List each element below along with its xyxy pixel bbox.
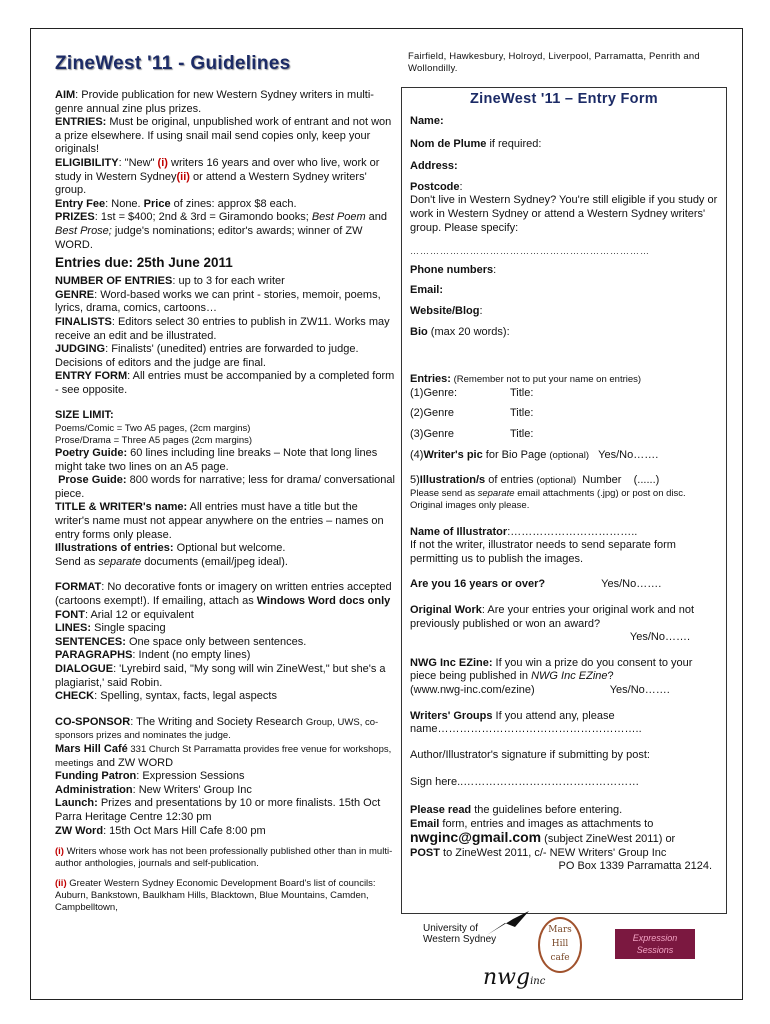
finalists-text: : Editors select 30 entries to publish in ZW11. Works may receive an edit and be illustrated. bbox=[55, 315, 390, 342]
illustrations-form-label: Illustration/s bbox=[419, 474, 486, 487]
guidelines-page bbox=[30, 28, 743, 1000]
illustrations-optional: (optional) bbox=[536, 475, 577, 487]
website-label: Website/Blog bbox=[410, 304, 480, 317]
judging-paragraph bbox=[55, 343, 395, 370]
email-address-link[interactable]: nwginc@gmail.com bbox=[410, 829, 542, 846]
spacer bbox=[55, 569, 395, 581]
spacer bbox=[55, 838, 395, 846]
format-paragraph bbox=[55, 581, 395, 608]
zwword-text: : 15th Oct Mars Hill Cafe 8:00 pm bbox=[103, 824, 266, 837]
councils-continuation: Fairfield, Hawkesbury, Holroyd, Liverpool, Parramatta, Penrith and Wollondilly. bbox=[408, 51, 700, 74]
writers-groups-row[interactable] bbox=[410, 710, 718, 737]
footnote-i-marker: (i) bbox=[55, 846, 64, 858]
genre-label: GENRE bbox=[55, 288, 95, 301]
spacer bbox=[410, 698, 718, 710]
spacer bbox=[410, 592, 718, 604]
spacer bbox=[55, 870, 395, 878]
fee-label: Entry Fee bbox=[55, 197, 106, 210]
genre-3-label: (3)Genre bbox=[410, 427, 455, 440]
address-field[interactable]: Address: bbox=[410, 160, 458, 173]
illustrations-number-label: Number bbox=[582, 474, 622, 487]
postcode-label: Postcode bbox=[410, 180, 460, 193]
uws-logo bbox=[423, 923, 496, 945]
email-field[interactable]: Email: bbox=[410, 284, 444, 297]
note-i-marker: (i) bbox=[157, 156, 168, 169]
genre-2-label: (2)Genre bbox=[410, 407, 455, 420]
format-text: : No decorative fonts or imagery on written entries accepted (cartoons exempt!). If emailing, attach as bbox=[55, 581, 392, 607]
original-work-text: : Are your entries your original work and not previously published or won an award? bbox=[410, 604, 695, 630]
po-box: PO Box 1339 Parramatta 2124. bbox=[558, 860, 712, 873]
lines-text: Single spacing bbox=[91, 622, 166, 635]
post-text: to ZineWest 2011, c/- NEW Writers' Group Inc bbox=[439, 846, 667, 859]
ezine-url: (www.nwg-inc.com/ezine) bbox=[410, 684, 535, 697]
poetry-label: Poetry Guide: bbox=[55, 447, 128, 460]
entries-text: Must be original, unpublished work of entrant and not won a prize elsewhere. If using snail mail send copies only, keep your originals! bbox=[55, 116, 392, 156]
read-guidelines bbox=[410, 804, 718, 818]
nom-text: if required: bbox=[486, 137, 542, 150]
prizes-paragraph bbox=[55, 211, 395, 252]
eligibility-label: ELIGIBILITY bbox=[55, 156, 119, 169]
paragraphs-label: PARAGRAPHS bbox=[55, 649, 133, 662]
nom-de-plume-field[interactable] bbox=[410, 138, 718, 152]
writer-pic-label: Writer's pic bbox=[423, 448, 483, 461]
font-label: FONT bbox=[55, 608, 85, 621]
font-paragraph bbox=[55, 609, 395, 623]
spacer bbox=[410, 129, 718, 138]
prose-label: Prose Guide: bbox=[58, 474, 127, 487]
number-label: NUMBER OF ENTRIES bbox=[55, 275, 173, 288]
expression-sessions-logo bbox=[615, 929, 695, 959]
read-text: the guidelines before entering. bbox=[471, 804, 623, 816]
cosponsor-paragraph bbox=[55, 716, 395, 743]
nom-label: Nom de Plume bbox=[410, 137, 487, 150]
writers-groups-text: If you attend any, please name……………………………………………….. bbox=[410, 709, 642, 736]
genre-paragraph bbox=[55, 289, 395, 316]
prizes-text: : 1st = $400; 2nd & 3rd = Giramondo books; bbox=[94, 211, 312, 224]
title-3-label: Title: bbox=[510, 427, 534, 440]
title-writer-label: TITLE & WRITER's name: bbox=[55, 501, 188, 514]
illustrations-send-note bbox=[410, 488, 718, 512]
spacer bbox=[410, 737, 718, 749]
spacer bbox=[410, 151, 718, 160]
check-text: : Spelling, syntax, facts, legal aspects bbox=[94, 690, 277, 703]
illustrator-label: Name of Illustrator bbox=[410, 525, 508, 538]
check-paragraph bbox=[55, 690, 395, 704]
entry-form-paragraph bbox=[55, 370, 395, 397]
prose-text: 800 words for narrative; less for drama/ conversational piece. bbox=[55, 474, 395, 500]
uws-line: Western Sydney bbox=[423, 934, 497, 945]
aim-label: AIM bbox=[55, 89, 76, 101]
ezine-yesno[interactable]: Yes/No……. bbox=[609, 684, 670, 697]
bio-text: (max 20 words): bbox=[427, 325, 510, 338]
patron-text: : Expression Sessions bbox=[136, 770, 245, 783]
send-paragraph bbox=[55, 556, 395, 570]
nwg-logo bbox=[483, 967, 545, 993]
writer-pic-row[interactable] bbox=[410, 449, 718, 463]
launch-paragraph bbox=[55, 797, 395, 824]
ezine-text: If you win a prize do you consent to your piece being published in bbox=[410, 656, 693, 683]
illustrations-paragraph bbox=[55, 542, 395, 556]
fee-text: : None. bbox=[105, 197, 144, 210]
spacer bbox=[410, 339, 718, 373]
cosponsor-label: CO-SPONSOR bbox=[55, 715, 131, 728]
spacer bbox=[410, 645, 718, 657]
format-label: FORMAT bbox=[55, 581, 102, 594]
dialogue-paragraph bbox=[55, 663, 395, 690]
postcode-field[interactable] bbox=[410, 181, 718, 195]
judging-text: : Finalists' (unedited) entries are forwarded to judge. Decisions of editors and the judge are final. bbox=[55, 343, 359, 369]
price-text: of zines: approx $8 each. bbox=[170, 197, 297, 210]
entry-row-3[interactable] bbox=[410, 428, 718, 442]
entries-note: (Remember not to put your name on entries) bbox=[450, 374, 642, 386]
entries-due: Entries due: 25th June 2011 bbox=[55, 255, 233, 271]
number-text: : up to 3 for each writer bbox=[172, 275, 285, 288]
email-instr-text: form, entries and images as attachments to bbox=[439, 817, 654, 830]
mars-logo-line: Hill bbox=[551, 939, 569, 949]
signature-text: Author/Illustrator's signature if submitting by post: bbox=[410, 748, 650, 761]
lines-label: LINES: bbox=[55, 622, 92, 635]
admin-label: Administration bbox=[55, 783, 133, 796]
zwword-paragraph bbox=[55, 825, 395, 839]
size-prose: Prose/Drama = Three A5 pages (2cm margins) bbox=[55, 435, 253, 447]
size-poems: Poems/Comic = Two A5 pages, (2cm margins) bbox=[55, 423, 251, 435]
lines-paragraph bbox=[55, 622, 395, 636]
spacer bbox=[410, 442, 718, 449]
entry-row-2[interactable] bbox=[410, 407, 718, 421]
entry-form-text: : All entries must be accompanied by a completed form - see opposite. bbox=[55, 370, 395, 396]
prose-paragraph bbox=[55, 474, 395, 501]
illustrations-send-text: email attachments (.jpg) or post on disc. Original images only please. bbox=[410, 487, 686, 511]
size-limit-label: SIZE LIMIT: bbox=[55, 409, 114, 422]
phone-field[interactable] bbox=[410, 264, 718, 278]
title-writer-paragraph bbox=[55, 501, 395, 542]
launch-text: Prizes and presentations by 10 or more finalists. 15th Oct Parra Heritage Centre 12:30 pm bbox=[55, 797, 381, 823]
genre-text: : Word-based works we can print - stories, memoir, poems, lyrics, drama, comics, cartoons… bbox=[55, 288, 381, 315]
entry-form-title: ZineWest '11 – Entry Form bbox=[470, 91, 658, 107]
check-label: CHECK bbox=[55, 690, 95, 703]
website-field[interactable] bbox=[410, 305, 718, 319]
paragraphs-text: : Indent (no empty lines) bbox=[132, 649, 251, 662]
aim-paragraph bbox=[55, 89, 395, 116]
genre-1-label: (1)Genre: bbox=[410, 386, 458, 399]
nwg-logo-text: nwg bbox=[483, 965, 531, 990]
illustrations-number: 5) bbox=[410, 474, 420, 487]
title-writer-text: All entries must have a title but the writer's name must not appear anywhere on the entries – names on entry forms only please. bbox=[55, 501, 384, 541]
spacer bbox=[410, 421, 718, 428]
age-label: Are you 16 years or over? bbox=[410, 578, 546, 591]
age-row[interactable] bbox=[410, 578, 718, 592]
post-instructions bbox=[410, 847, 718, 861]
mars-small: 331 Church St Parramatta provides free venue for workshops, meetings bbox=[55, 743, 392, 769]
writer-pic-yesno: Yes/No……. bbox=[598, 448, 659, 461]
format-bold: Windows Word docs only bbox=[256, 595, 391, 607]
ezine-url-row bbox=[410, 684, 718, 698]
spacer bbox=[55, 397, 395, 409]
finalists-paragraph bbox=[55, 316, 395, 343]
non-western-sydney-text: Don't live in Western Sydney? You're still eligible if you study or work in Western Sydney or attend a Western Sydney writers' group. Please specify: bbox=[410, 194, 718, 234]
mars-logo-line: cafe bbox=[550, 953, 570, 963]
prizes-label: PRIZES bbox=[55, 211, 95, 224]
price-label: Price bbox=[143, 197, 171, 210]
admin-paragraph bbox=[55, 784, 395, 798]
number-paragraph bbox=[55, 275, 395, 289]
ezine-italic: NWG Inc EZine bbox=[531, 670, 608, 683]
illustrations-text: Optional but welcome. bbox=[173, 542, 286, 555]
entry-form-label: ENTRY FORM bbox=[55, 370, 128, 383]
patron-label: Funding Patron bbox=[55, 770, 137, 783]
illustrations-count: (......) bbox=[633, 474, 660, 487]
spacer bbox=[410, 298, 718, 305]
bio-label: Bio bbox=[410, 325, 428, 338]
uws-line: University of bbox=[423, 923, 479, 934]
read-label: Please read bbox=[410, 804, 472, 816]
illustrations-row[interactable] bbox=[410, 474, 718, 488]
email-subject: (subject ZineWest 2011) or bbox=[541, 833, 676, 846]
footnote-i bbox=[55, 846, 395, 870]
entry-form bbox=[401, 87, 727, 914]
exp-logo-line: Sessions bbox=[636, 945, 674, 955]
entries-heading bbox=[410, 373, 718, 387]
spacer bbox=[410, 566, 718, 578]
age-yesno: Yes/No……. bbox=[601, 578, 662, 591]
illustrations-send-italic: separate bbox=[477, 487, 515, 499]
note-ii-marker: (ii) bbox=[176, 170, 190, 183]
mars-paragraph bbox=[55, 743, 395, 770]
specify-dots[interactable]: ……………………………………………………………… bbox=[410, 246, 650, 257]
page-title: ZineWest '11 - Guidelines bbox=[55, 53, 291, 74]
writer-pic-number: (4) bbox=[410, 448, 424, 461]
spacer bbox=[410, 235, 718, 245]
aim-text: : Provide publication for new Western Sydney writers in multi-genre annual zine plus prizes. bbox=[55, 89, 374, 115]
illustrator-dots: :…………………………….. bbox=[507, 525, 638, 538]
website-colon: : bbox=[479, 304, 483, 317]
send-text: documents (email/jpeg ideal). bbox=[141, 555, 288, 568]
guidelines-column bbox=[55, 53, 395, 914]
ezine-text: ? bbox=[607, 670, 614, 683]
illustrator-text: If not the writer, illustrator needs to send separate form permitting us to publish the images. bbox=[410, 539, 676, 565]
eligibility-text: or attend a Western Sydney writers' group. bbox=[55, 170, 367, 197]
footnote-ii-text: Greater Western Sydney Economic Development Board's list of councils: Auburn, Bankstown, Baulkham Hills, Blacktown, Blue Mountains, Camden, Campbelltown, bbox=[55, 878, 376, 914]
patron-paragraph bbox=[55, 770, 395, 784]
entries-label: ENTRIES: bbox=[55, 116, 107, 129]
prizes-text: and bbox=[365, 211, 388, 224]
sponsor-logos bbox=[403, 909, 725, 999]
sentences-label: SENTENCES: bbox=[55, 635, 126, 648]
spacer bbox=[410, 400, 718, 407]
footnote-i-text: Writers whose work has not been professionally published other than in multi-author anthologies, journals and self-publication. bbox=[55, 846, 393, 870]
original-work-label: Original Work bbox=[410, 604, 482, 617]
spacer bbox=[410, 790, 718, 804]
footnote-ii-marker: (ii) bbox=[55, 878, 67, 890]
entry-row-1[interactable] bbox=[410, 387, 718, 401]
ezine-row bbox=[410, 657, 718, 684]
spacer bbox=[410, 762, 718, 776]
illustrations-send-text: Please send as bbox=[410, 487, 478, 499]
fee-paragraph bbox=[55, 198, 395, 212]
spacer bbox=[410, 512, 718, 526]
writer-pic-optional: (optional) bbox=[549, 449, 589, 461]
launch-label: Launch: bbox=[55, 797, 98, 810]
eligibility-text: writers 16 years and over who live, work or study in Western Sydney bbox=[55, 156, 380, 183]
post-label: POST bbox=[410, 846, 440, 859]
title-2-label: Title: bbox=[510, 407, 534, 420]
finalists-label: FINALISTS bbox=[55, 315, 112, 328]
entries-label: Entries: bbox=[410, 373, 451, 386]
phone-label: Phone numbers bbox=[410, 263, 494, 276]
email-address-row bbox=[410, 831, 718, 847]
prizes-best-poem: Best Poem bbox=[311, 211, 366, 224]
dialogue-text: : 'Lyrebird said, "My song will win ZineWest," but she's a plagiarist,' said Robin. bbox=[55, 662, 386, 689]
mars-text: and ZW WORD bbox=[93, 756, 174, 769]
ezine-label: NWG Inc EZine: bbox=[410, 656, 493, 669]
paragraphs-paragraph bbox=[55, 649, 395, 663]
writers-groups-label: Writers' Groups bbox=[410, 709, 493, 722]
illustrations-form-text: of entries bbox=[485, 474, 537, 487]
mars-logo-line: Mars bbox=[548, 925, 572, 935]
poetry-text: 60 lines including line breaks – Note that long lines might take two lines on an A5 page. bbox=[55, 447, 378, 473]
email-instr-label: Email bbox=[410, 817, 440, 830]
spacer bbox=[410, 174, 718, 181]
original-work-yesno[interactable]: Yes/No……. bbox=[629, 631, 690, 644]
form-body bbox=[402, 115, 726, 874]
footnote-ii bbox=[55, 878, 395, 914]
phone-colon: : bbox=[493, 263, 497, 276]
font-text: : Arial 12 or equivalent bbox=[84, 608, 194, 621]
bio-field[interactable] bbox=[410, 326, 718, 340]
postcode-colon: : bbox=[459, 180, 463, 193]
writer-pic-text: for Bio Page bbox=[482, 448, 550, 461]
cosponsor-small: Group, UWS, co-sponsors prizes and nominates the judge. bbox=[55, 716, 379, 742]
spacer bbox=[55, 704, 395, 716]
original-work-row bbox=[410, 604, 718, 631]
prizes-text: judge's nominations; editor's awards; winner of ZW WORD. bbox=[55, 224, 363, 251]
poetry-paragraph bbox=[55, 447, 395, 474]
mars-label: Mars Hill Café bbox=[55, 742, 128, 755]
send-italic: separate bbox=[98, 555, 142, 568]
illustrations-label: Illustrations of entries: bbox=[55, 542, 174, 555]
mars-hill-logo bbox=[538, 917, 582, 973]
sentences-text: One space only between sentences. bbox=[125, 635, 307, 648]
eligibility-paragraph bbox=[55, 157, 395, 198]
dialogue-label: DIALOGUE bbox=[55, 662, 114, 675]
sign-here-field[interactable]: Sign here..………………………………………… bbox=[410, 776, 640, 789]
title-1-label: Title: bbox=[510, 386, 534, 399]
judging-label: JUDGING bbox=[55, 343, 106, 356]
sentences-paragraph bbox=[55, 636, 395, 650]
illustrator-field[interactable] bbox=[410, 526, 718, 540]
entries-paragraph bbox=[55, 116, 395, 157]
eligibility-text: : "New" bbox=[118, 156, 158, 169]
uws-bird-icon bbox=[485, 909, 531, 939]
spacer bbox=[410, 319, 718, 326]
prizes-best-prose: Best Prose; bbox=[55, 224, 112, 237]
name-field[interactable]: Name: bbox=[410, 115, 444, 127]
cosponsor-text: : The Writing and Society Research bbox=[130, 715, 306, 728]
send-text: Send as bbox=[55, 555, 99, 568]
zwword-label: ZW Word bbox=[55, 824, 104, 837]
spacer bbox=[410, 277, 718, 284]
admin-text: : New Writers' Group Inc bbox=[132, 783, 252, 796]
exp-logo-line: Expression bbox=[632, 933, 678, 943]
nwg-logo-inc: inc bbox=[530, 976, 546, 987]
spacer bbox=[410, 462, 718, 474]
